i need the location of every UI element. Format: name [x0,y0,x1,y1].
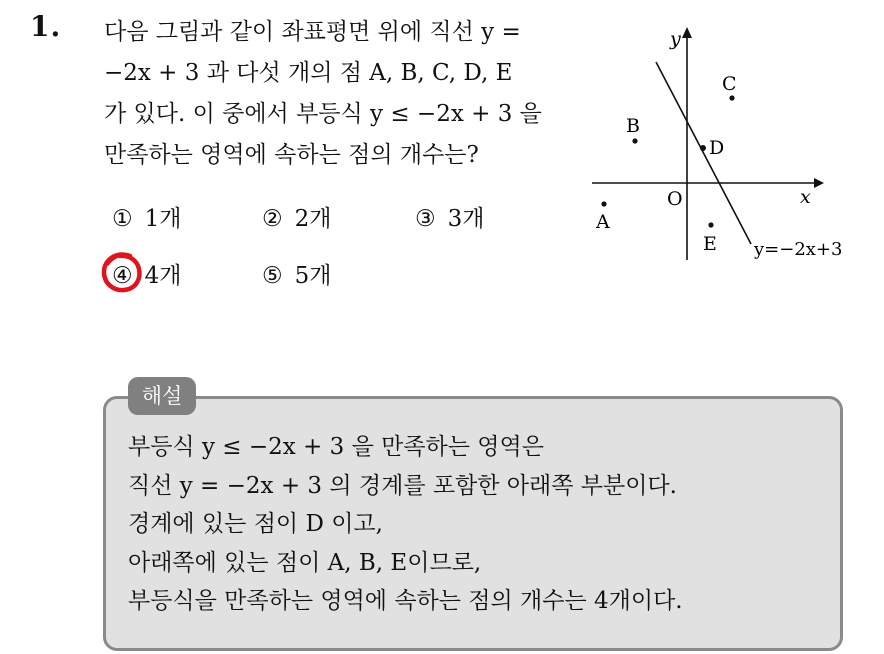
solution-line: 부등식을 만족하는 영역에 속하는 점의 개수는 4개이다. [128,588,683,614]
coordinate-graph [588,22,878,267]
question-line: 가 있다. 이 중에서 부등식 y ≤ −2x + 3 을 [104,101,542,127]
choice-mark: ① [112,206,133,232]
point-e-label: E [703,233,717,255]
choice-5[interactable] [262,257,331,290]
choice-label: 1개 [144,206,182,232]
choice-mark: ④ [112,263,133,289]
question-number: 1. [30,10,62,43]
solution-line: 직선 y = −2x + 3 의 경계를 포함한 아래쪽 부분이다. [128,472,677,499]
choice-label: 3개 [447,206,485,232]
choice-label: 4개 [144,263,182,289]
line-label: y=−2x+3 [754,239,843,260]
choice-mark: ② [262,206,283,232]
question-line: 만족하는 영역에 속하는 점의 개수는? [104,142,479,168]
y-axis-arrow [682,27,692,38]
point-c [729,95,734,100]
x-axis-arrow [814,178,824,188]
choice-label: 2개 [294,206,332,232]
origin-label: O [667,188,683,210]
line-y-eq-neg2x-plus-3 [656,62,751,244]
point-a [601,201,606,206]
point-a-label: A [596,211,610,233]
point-d [700,145,706,151]
solution-line: 경계에 있는 점이 D 이고, [128,511,383,537]
answer-selection-circle [100,250,144,294]
question-line: −2x + 3 과 다섯 개의 점 A, B, C, D, E [104,60,513,86]
choice-mark: ⑤ [262,263,283,289]
point-b-label: B [626,115,640,137]
y-axis-label: y [670,28,681,50]
choice-mark: ③ [415,206,436,232]
choice-3[interactable] [415,200,484,233]
choice-1[interactable] [112,200,181,233]
solution-line: 부등식 y ≤ −2x + 3 을 만족하는 영역은 [128,434,544,460]
question-line: 다음 그림과 같이 좌표평면 위에 직선 y = [104,19,521,45]
solution-text [128,428,828,621]
point-d-label: D [709,137,725,159]
point-e [708,222,713,227]
question-text [104,12,574,176]
solution-line: 아래쪽에 있는 점이 A, B, E이므로, [128,549,482,576]
choice-2[interactable] [262,200,331,233]
x-axis-label: x [800,186,811,208]
point-b [632,138,637,143]
solution-tag: 해설 [128,377,196,415]
point-c-label: C [722,73,737,95]
choice-label: 5개 [294,263,332,289]
